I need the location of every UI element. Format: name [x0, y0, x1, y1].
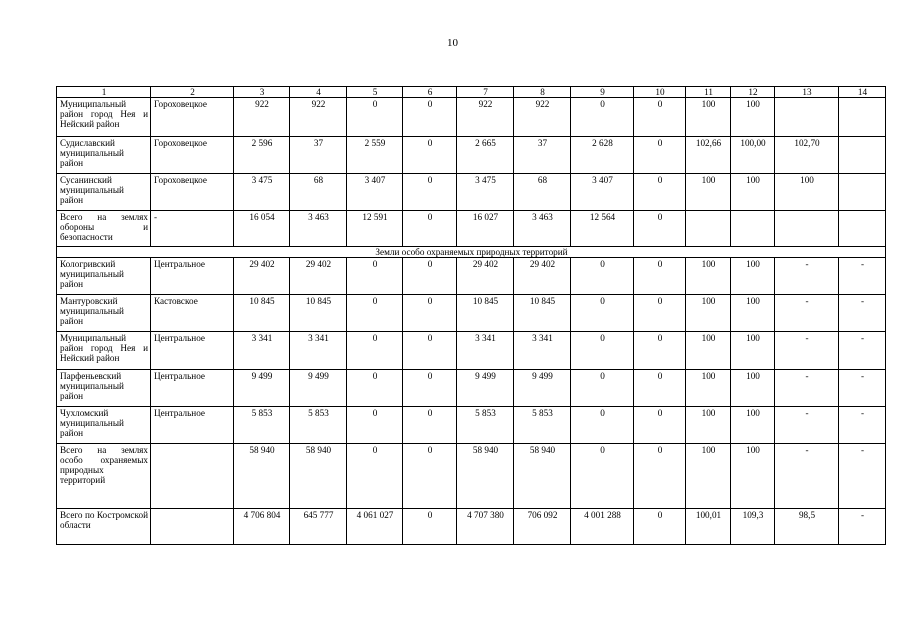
value-cell-c11: 100	[686, 407, 731, 444]
value-cell-c11: 100	[686, 174, 731, 211]
value-cell-c3: 29 402	[234, 258, 290, 295]
defense-land-row	[57, 174, 886, 211]
district-name-cell: Муниципальный район город Нея и Нейский район	[57, 332, 151, 370]
col-header: 4	[290, 87, 347, 98]
protected-land-row	[57, 370, 886, 407]
col-header: 11	[686, 87, 731, 98]
value-cell-c6: 0	[403, 444, 457, 509]
column-number-row	[57, 87, 886, 98]
value-cell-c3: 4 706 804	[234, 509, 290, 545]
value-cell-c13: -	[775, 444, 839, 509]
value-cell-c8: 3 341	[514, 332, 571, 370]
district-name-cell: Судиславский муниципальный район	[57, 137, 151, 174]
value-cell-c12: 100	[731, 370, 775, 407]
value-cell-c5: 0	[347, 332, 403, 370]
col-header: 9	[571, 87, 634, 98]
value-cell-c3: 9 499	[234, 370, 290, 407]
value-cell-c13: -	[775, 295, 839, 332]
col-header: 14	[839, 87, 886, 98]
value-cell-c5: 4 061 027	[347, 509, 403, 545]
value-cell-c11: 100	[686, 98, 731, 137]
value-cell-c8: 5 853	[514, 407, 571, 444]
district-name-cell: Мантуровский муниципальный район	[57, 295, 151, 332]
value-cell-c3: 10 845	[234, 295, 290, 332]
zone-cell: -	[151, 211, 234, 247]
defense-land-row	[57, 211, 886, 247]
value-cell-c8: 29 402	[514, 258, 571, 295]
value-cell-c7: 922	[457, 98, 514, 137]
value-cell-c7: 9 499	[457, 370, 514, 407]
district-name-cell: Сусанинский муниципальный район	[57, 174, 151, 211]
value-cell-c13	[775, 211, 839, 247]
value-cell-c5: 0	[347, 98, 403, 137]
value-cell-c13: 98,5	[775, 509, 839, 545]
value-cell-c4: 645 777	[290, 509, 347, 545]
defense-land-row	[57, 137, 886, 174]
value-cell-c8: 10 845	[514, 295, 571, 332]
value-cell-c14: -	[839, 258, 886, 295]
land-data-table	[56, 86, 886, 545]
value-cell-c6: 0	[403, 509, 457, 545]
value-cell-c3: 5 853	[234, 407, 290, 444]
value-cell-c6: 0	[403, 211, 457, 247]
value-cell-c9: 12 564	[571, 211, 634, 247]
value-cell-c11: 100	[686, 258, 731, 295]
value-cell-c14: -	[839, 444, 886, 509]
value-cell-c13: 100	[775, 174, 839, 211]
value-cell-c11: 100	[686, 332, 731, 370]
value-cell-c3: 2 596	[234, 137, 290, 174]
value-cell-c8: 922	[514, 98, 571, 137]
value-cell-c11	[686, 211, 731, 247]
value-cell-c14: -	[839, 509, 886, 545]
value-cell-c5: 12 591	[347, 211, 403, 247]
value-cell-c6: 0	[403, 332, 457, 370]
value-cell-c3: 16 054	[234, 211, 290, 247]
col-header: 2	[151, 87, 234, 98]
value-cell-c7: 3 475	[457, 174, 514, 211]
protected-land-row	[57, 332, 886, 370]
value-cell-c10: 0	[634, 370, 686, 407]
value-cell-c11: 100	[686, 295, 731, 332]
value-cell-c7: 16 027	[457, 211, 514, 247]
value-cell-c4: 5 853	[290, 407, 347, 444]
district-name-cell: Парфеньевский муниципальный район	[57, 370, 151, 407]
zone-cell: Центральное	[151, 332, 234, 370]
page-number: 10	[447, 37, 458, 49]
district-name-cell: Всего на землях особо охраняемых природных территорий	[57, 444, 151, 509]
value-cell-c9: 0	[571, 295, 634, 332]
zone-cell: Гороховецкое	[151, 174, 234, 211]
value-cell-c9: 0	[571, 407, 634, 444]
value-cell-c4: 922	[290, 98, 347, 137]
value-cell-c14: -	[839, 370, 886, 407]
district-name-cell: Всего по Костромской области	[57, 509, 151, 545]
value-cell-c4: 29 402	[290, 258, 347, 295]
value-cell-c5: 0	[347, 370, 403, 407]
value-cell-c3: 58 940	[234, 444, 290, 509]
value-cell-c11: 102,66	[686, 137, 731, 174]
value-cell-c4: 68	[290, 174, 347, 211]
protected-land-row	[57, 258, 886, 295]
zone-cell: Центральное	[151, 407, 234, 444]
zone-cell: Центральное	[151, 370, 234, 407]
value-cell-c11: 100,01	[686, 509, 731, 545]
value-cell-c7: 3 341	[457, 332, 514, 370]
value-cell-c5: 3 407	[347, 174, 403, 211]
col-header: 10	[634, 87, 686, 98]
defense-land-row	[57, 98, 886, 137]
section-header-row	[57, 247, 886, 258]
district-name-cell: Кологривский муниципальный район	[57, 258, 151, 295]
value-cell-c3: 3 341	[234, 332, 290, 370]
value-cell-c11: 100	[686, 444, 731, 509]
value-cell-c12	[731, 211, 775, 247]
value-cell-c4: 58 940	[290, 444, 347, 509]
zone-cell: Кастовское	[151, 295, 234, 332]
value-cell-c4: 3 463	[290, 211, 347, 247]
value-cell-c9: 0	[571, 258, 634, 295]
value-cell-c9: 0	[571, 370, 634, 407]
value-cell-c10: 0	[634, 174, 686, 211]
value-cell-c7: 10 845	[457, 295, 514, 332]
value-cell-c14: -	[839, 407, 886, 444]
value-cell-c10: 0	[634, 407, 686, 444]
value-cell-c9: 0	[571, 332, 634, 370]
zone-cell	[151, 444, 234, 509]
value-cell-c13: 102,70	[775, 137, 839, 174]
value-cell-c8: 9 499	[514, 370, 571, 407]
value-cell-c3: 3 475	[234, 174, 290, 211]
value-cell-c10: 0	[634, 258, 686, 295]
value-cell-c13: -	[775, 258, 839, 295]
value-cell-c6: 0	[403, 295, 457, 332]
value-cell-c13	[775, 98, 839, 137]
value-cell-c14	[839, 98, 886, 137]
zone-cell: Центральное	[151, 258, 234, 295]
value-cell-c6: 0	[403, 370, 457, 407]
district-name-cell: Муниципальный район город Нея и Нейский район	[57, 98, 151, 137]
value-cell-c10: 0	[634, 98, 686, 137]
value-cell-c12: 100	[731, 98, 775, 137]
value-cell-c14	[839, 174, 886, 211]
value-cell-c13: -	[775, 370, 839, 407]
value-cell-c13: -	[775, 332, 839, 370]
col-header: 5	[347, 87, 403, 98]
value-cell-c4: 37	[290, 137, 347, 174]
section-title: Земли особо охраняемых природных территорий	[57, 247, 886, 258]
value-cell-c10: 0	[634, 295, 686, 332]
value-cell-c6: 0	[403, 407, 457, 444]
value-cell-c8: 706 092	[514, 509, 571, 545]
value-cell-c7: 5 853	[457, 407, 514, 444]
value-cell-c14: -	[839, 332, 886, 370]
district-name-cell: Чухломский муниципальный район	[57, 407, 151, 444]
value-cell-c7: 2 665	[457, 137, 514, 174]
col-header: 13	[775, 87, 839, 98]
value-cell-c5: 0	[347, 444, 403, 509]
value-cell-c12: 100	[731, 295, 775, 332]
value-cell-c14	[839, 137, 886, 174]
value-cell-c5: 2 559	[347, 137, 403, 174]
value-cell-c4: 9 499	[290, 370, 347, 407]
col-header: 12	[731, 87, 775, 98]
value-cell-c10: 0	[634, 444, 686, 509]
value-cell-c9: 3 407	[571, 174, 634, 211]
value-cell-c10: 0	[634, 509, 686, 545]
col-header: 1	[57, 87, 151, 98]
value-cell-c10: 0	[634, 211, 686, 247]
value-cell-c14	[839, 211, 886, 247]
zone-cell: Гороховецкое	[151, 137, 234, 174]
value-cell-c5: 0	[347, 258, 403, 295]
value-cell-c12: 100,00	[731, 137, 775, 174]
value-cell-c14: -	[839, 295, 886, 332]
value-cell-c5: 0	[347, 295, 403, 332]
value-cell-c6: 0	[403, 258, 457, 295]
protected-land-row	[57, 509, 886, 545]
value-cell-c9: 0	[571, 444, 634, 509]
value-cell-c6: 0	[403, 98, 457, 137]
zone-cell	[151, 509, 234, 545]
col-header: 3	[234, 87, 290, 98]
value-cell-c10: 0	[634, 332, 686, 370]
value-cell-c7: 4 707 380	[457, 509, 514, 545]
district-name-cell: Всего на землях обороны и безопасности	[57, 211, 151, 247]
value-cell-c9: 0	[571, 98, 634, 137]
value-cell-c12: 100	[731, 258, 775, 295]
col-header: 7	[457, 87, 514, 98]
value-cell-c8: 68	[514, 174, 571, 211]
value-cell-c12: 100	[731, 444, 775, 509]
value-cell-c7: 58 940	[457, 444, 514, 509]
value-cell-c6: 0	[403, 137, 457, 174]
value-cell-c12: 109,3	[731, 509, 775, 545]
zone-cell: Гороховецкое	[151, 98, 234, 137]
value-cell-c12: 100	[731, 332, 775, 370]
value-cell-c8: 3 463	[514, 211, 571, 247]
protected-land-row	[57, 407, 886, 444]
value-cell-c11: 100	[686, 370, 731, 407]
value-cell-c6: 0	[403, 174, 457, 211]
value-cell-c9: 2 628	[571, 137, 634, 174]
protected-land-row	[57, 444, 886, 509]
value-cell-c12: 100	[731, 174, 775, 211]
value-cell-c5: 0	[347, 407, 403, 444]
col-header: 6	[403, 87, 457, 98]
value-cell-c8: 37	[514, 137, 571, 174]
value-cell-c3: 922	[234, 98, 290, 137]
value-cell-c13: -	[775, 407, 839, 444]
value-cell-c9: 4 001 288	[571, 509, 634, 545]
value-cell-c10: 0	[634, 137, 686, 174]
value-cell-c4: 3 341	[290, 332, 347, 370]
value-cell-c8: 58 940	[514, 444, 571, 509]
protected-land-row	[57, 295, 886, 332]
value-cell-c12: 100	[731, 407, 775, 444]
value-cell-c4: 10 845	[290, 295, 347, 332]
col-header: 8	[514, 87, 571, 98]
value-cell-c7: 29 402	[457, 258, 514, 295]
